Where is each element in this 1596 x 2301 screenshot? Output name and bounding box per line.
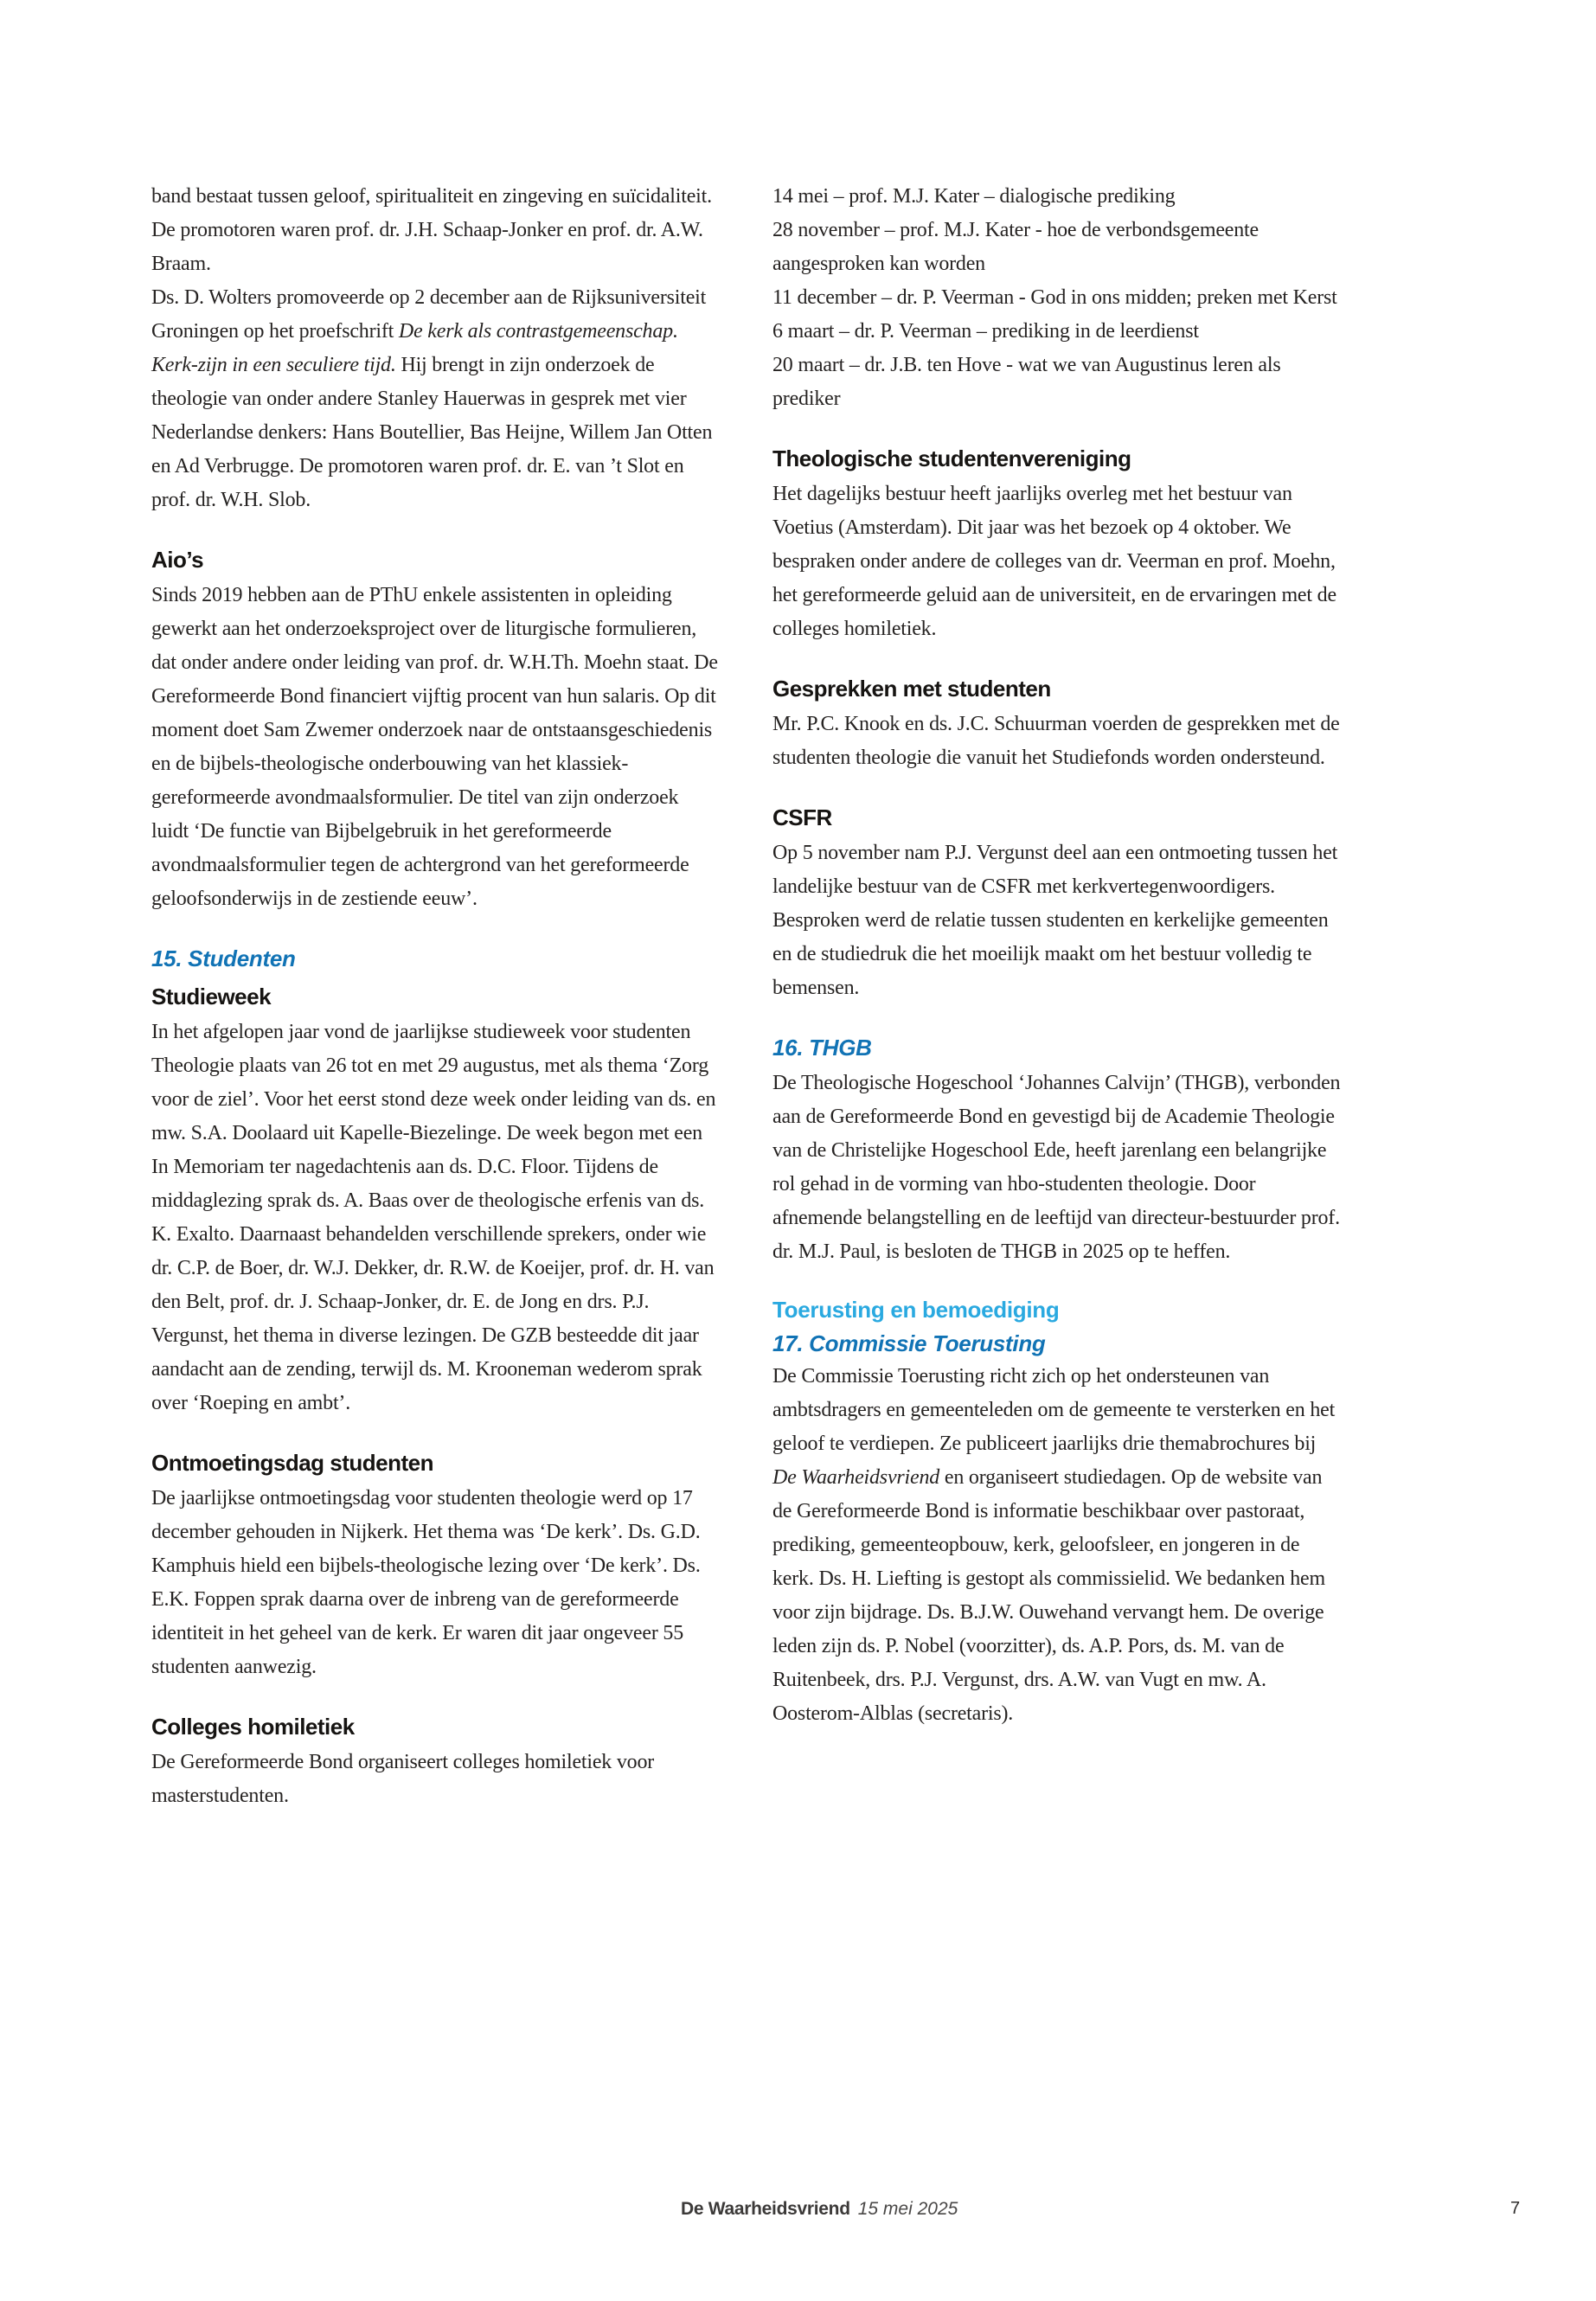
- paragraph-colleges-homiletiek: De Gereformeerde Bond organiseert colleges homiletiek voor masterstudenten.: [151, 1751, 655, 1807]
- paragraph-studieweek: In het afgelopen jaar vond de jaarlijkse studieweek voor studenten Theologie plaats van 26 tot en met 29 augustus, met als thema ‘Zorg voor de ziel’. Voor het eerst stond deze week onder leiding van ds. en mw. S.A. Doolaard uit Kapelle-Biezelinge. De week begon met een In Memoriam ter nagedachtenis aan ds. D.C. Floor. Tijdens de middaglezing sprak ds. A. Baas over de theologische erfenis van ds. K. Exalto. Daarnaast behandelden verschillende sprekers, onder wie dr. C.P. de Boer, dr. W.J. Dekker, dr. R.W. de Koeijer, prof. dr. H. van den Belt, prof. dr. J. Schaap-Jonker, dr. E. de Jong en drs. P.J. Vergunst, het thema in diverse lezingen. De GZB besteedde dit jaar aandacht aan de zending, terwijl ds. M. Krooneman wederom sprak over ‘Roeping en ambt’.: [151, 1021, 716, 1414]
- lecture-schedule-list: [772, 180, 1342, 416]
- paragraph-studentenvereniging: Het dagelijks bestuur heeft jaarlijks overleg met het bestuur van Voetius (Amsterdam). Dit jaar was het bezoek op 4 oktober. We bespraken onder andere de colleges van dr. Veerman en prof. Moehn, het gereformeerde geluid aan de universiteit, en de ervaringen met de colleges homiletiek.: [772, 483, 1336, 640]
- heading-gesprekken-met-studenten: Gesprekken met studenten: [772, 676, 1051, 702]
- lecture-item: 20 maart – dr. J.B. ten Hove - wat we van Augustinus leren als prediker: [772, 354, 1281, 410]
- dissertation-title: De kerk als contrastgemeenschap. Kerk-zijn in een seculiere tijd.: [151, 320, 678, 376]
- heading-csfr: CSFR: [772, 804, 832, 830]
- paragraph-gesprekken: Mr. P.C. Knook en ds. J.C. Schuurman voerden de gesprekken met de studenten theologie die vanuit het Studiefonds worden ondersteund.: [772, 713, 1340, 769]
- heading-section-16-thgb: 16. THGB: [772, 1035, 872, 1061]
- journal-name: De Waarheidsvriend: [681, 2199, 850, 2219]
- commissie-toerusting-text-cont: en organiseert studiedagen. Op de website van de Gereformeerde Bond is informatie beschikbaar over pastoraat, prediking, gemeenteopbouw, kerk, geloofsleer, en jongeren in de kerk. Ds. H. Liefting is gestopt als commissielid. We bedanken hem voor zijn bijdrage. Ds. B.J.W. Ouwehand vervangt hem. De overige leden zijn ds. P. Nobel (voorzitter), ds. A.P. Pors, ds. M. van de Ruitenbeek, drs. P.J. Vergunst, drs. A.W. van Vugt en mw. A. Oosterom-Alblas (secretaris).: [772, 1466, 1325, 1725]
- lecture-item: 11 december – dr. P. Veerman - God in ons midden; preken met Kerst: [772, 286, 1337, 309]
- heading-colleges-homiletiek: Colleges homiletiek: [151, 1714, 355, 1740]
- promotie-wolters-text-cont: Hij brengt in zijn onderzoek de theologie van onder andere Stanley Hauerwas in gesprek met vier Nederlandse denkers: Hans Boutellier, Bas Heijne, Willem Jan Otten en Ad Verbrugge. De promotoren waren prof. dr. E. van ’t Slot en prof. dr. W.H. Slob.: [151, 354, 713, 511]
- journal-title-reference: De Waarheidsvriend: [772, 1466, 940, 1489]
- heading-theologische-studentenvereniging: Theologische studentenvereniging: [772, 445, 1131, 471]
- commissie-toerusting-text: De Commissie Toerusting richt zich op het ondersteunen van ambtsdragers en gemeenteleden om de gemeente te versterken en het geloof te verdiepen. Ze publiceert jaarlijks drie themabrochures bij: [772, 1365, 1336, 1455]
- paragraph-aios: Sinds 2019 hebben aan de PThU enkele assistenten in opleiding gewerkt aan het onderzoeksproject over de liturgische formulieren, dat onder andere onder leiding van prof. dr. W.H.Th. Moehn staat. De Gereformeerde Bond financiert vijftig procent van hun salaris. Op dit moment doet Sam Zwemer onderzoek naar de ontstaansgeschiedenis en de bijbels-theologische onderbouwing van het klassiek-gereformeerde avondmaalsformulier. De titel van zijn onderzoek luidt ‘De functie van Bijbelgebruik in het gereformeerde avondmaalsformulier tegen de achtergrond van het gereformeerde geloofsonderwijs in de zestiende eeuw’.: [151, 584, 718, 910]
- left-column: [151, 180, 721, 1813]
- issue-date: 15 mei 2025: [857, 2199, 958, 2219]
- footer-journal-line: [681, 2199, 958, 2220]
- paragraph-csfr: Op 5 november nam P.J. Vergunst deel aan een ontmoeting tussen het landelijke bestuur van de CSFR met kerkvertegenwoordigers. Besproken werd de relatie tussen studenten en kerkelijke gemeenten en de studiedruk die het moeilijk maakt om het bestuur volledig te bemensen.: [772, 842, 1338, 999]
- page-number: 7: [1510, 2199, 1521, 2218]
- page-footer: [0, 2199, 1596, 2234]
- paragraph-commissie-toerusting: [772, 1360, 1342, 1731]
- heading-aios: Aio’s: [151, 547, 204, 573]
- lecture-item: 28 november – prof. M.J. Kater - hoe de verbondsgemeente aangesproken kan worden: [772, 219, 1259, 275]
- heading-ontmoetingsdag-studenten: Ontmoetingsdag studenten: [151, 1450, 433, 1476]
- paragraph-thgb: De Theologische Hogeschool ‘Johannes Calvijn’ (THGB), verbonden aan de Gereformeerde Bond en gevestigd bij de Academie Theologie van de Christelijke Hogeschool Ede, heeft jarenlang een belangrijke rol gehad in de vorming van hbo-studenten theologie. Door afnemende belangstelling en de leeftijd van directeur-bestuurder prof. dr. M.J. Paul, is besloten de THGB in 2025 op te heffen.: [772, 1072, 1341, 1263]
- lecture-item: 6 maart – dr. P. Veerman – prediking in de leerdienst: [772, 320, 1199, 343]
- lecture-item: 14 mei – prof. M.J. Kater – dialogische prediking: [772, 185, 1176, 208]
- heading-studieweek: Studieweek: [151, 984, 272, 1009]
- paragraph-ontmoetingsdag: De jaarlijkse ontmoetingsdag voor studenten theologie werd op 17 december gehouden in Nijkerk. Het thema was ‘De kerk’. Ds. G.D. Kamphuis hield een bijbels-theologische lezing over ‘De kerk’. Ds. E.K. Foppen sprak daarna over de inbreng van de gereformeerde identiteit in het geheel van de kerk. Er waren dit jaar ongeveer 55 studenten aanwezig.: [151, 1487, 701, 1678]
- heading-section-17-commissie-toerusting: 17. Commissie Toerusting: [772, 1330, 1046, 1356]
- paragraph-promotie-wolters: [151, 281, 721, 517]
- promotie-wolters-text: Ds. D. Wolters promoveerde op 2 december aan de Rijksuniversiteit Groningen op het proefschrift: [151, 286, 707, 343]
- heading-toerusting-en-bemoediging: Toerusting en bemoediging: [772, 1297, 1060, 1323]
- right-column: [772, 180, 1342, 1731]
- paragraph-promoties-continued: band bestaat tussen geloof, spiritualiteit en zingeving en suïcidaliteit. De promotoren waren prof. dr. J.H. Schaap-Jonker en prof. dr. A.W. Braam.: [151, 185, 712, 275]
- heading-section-15-studenten: 15. Studenten: [151, 945, 296, 971]
